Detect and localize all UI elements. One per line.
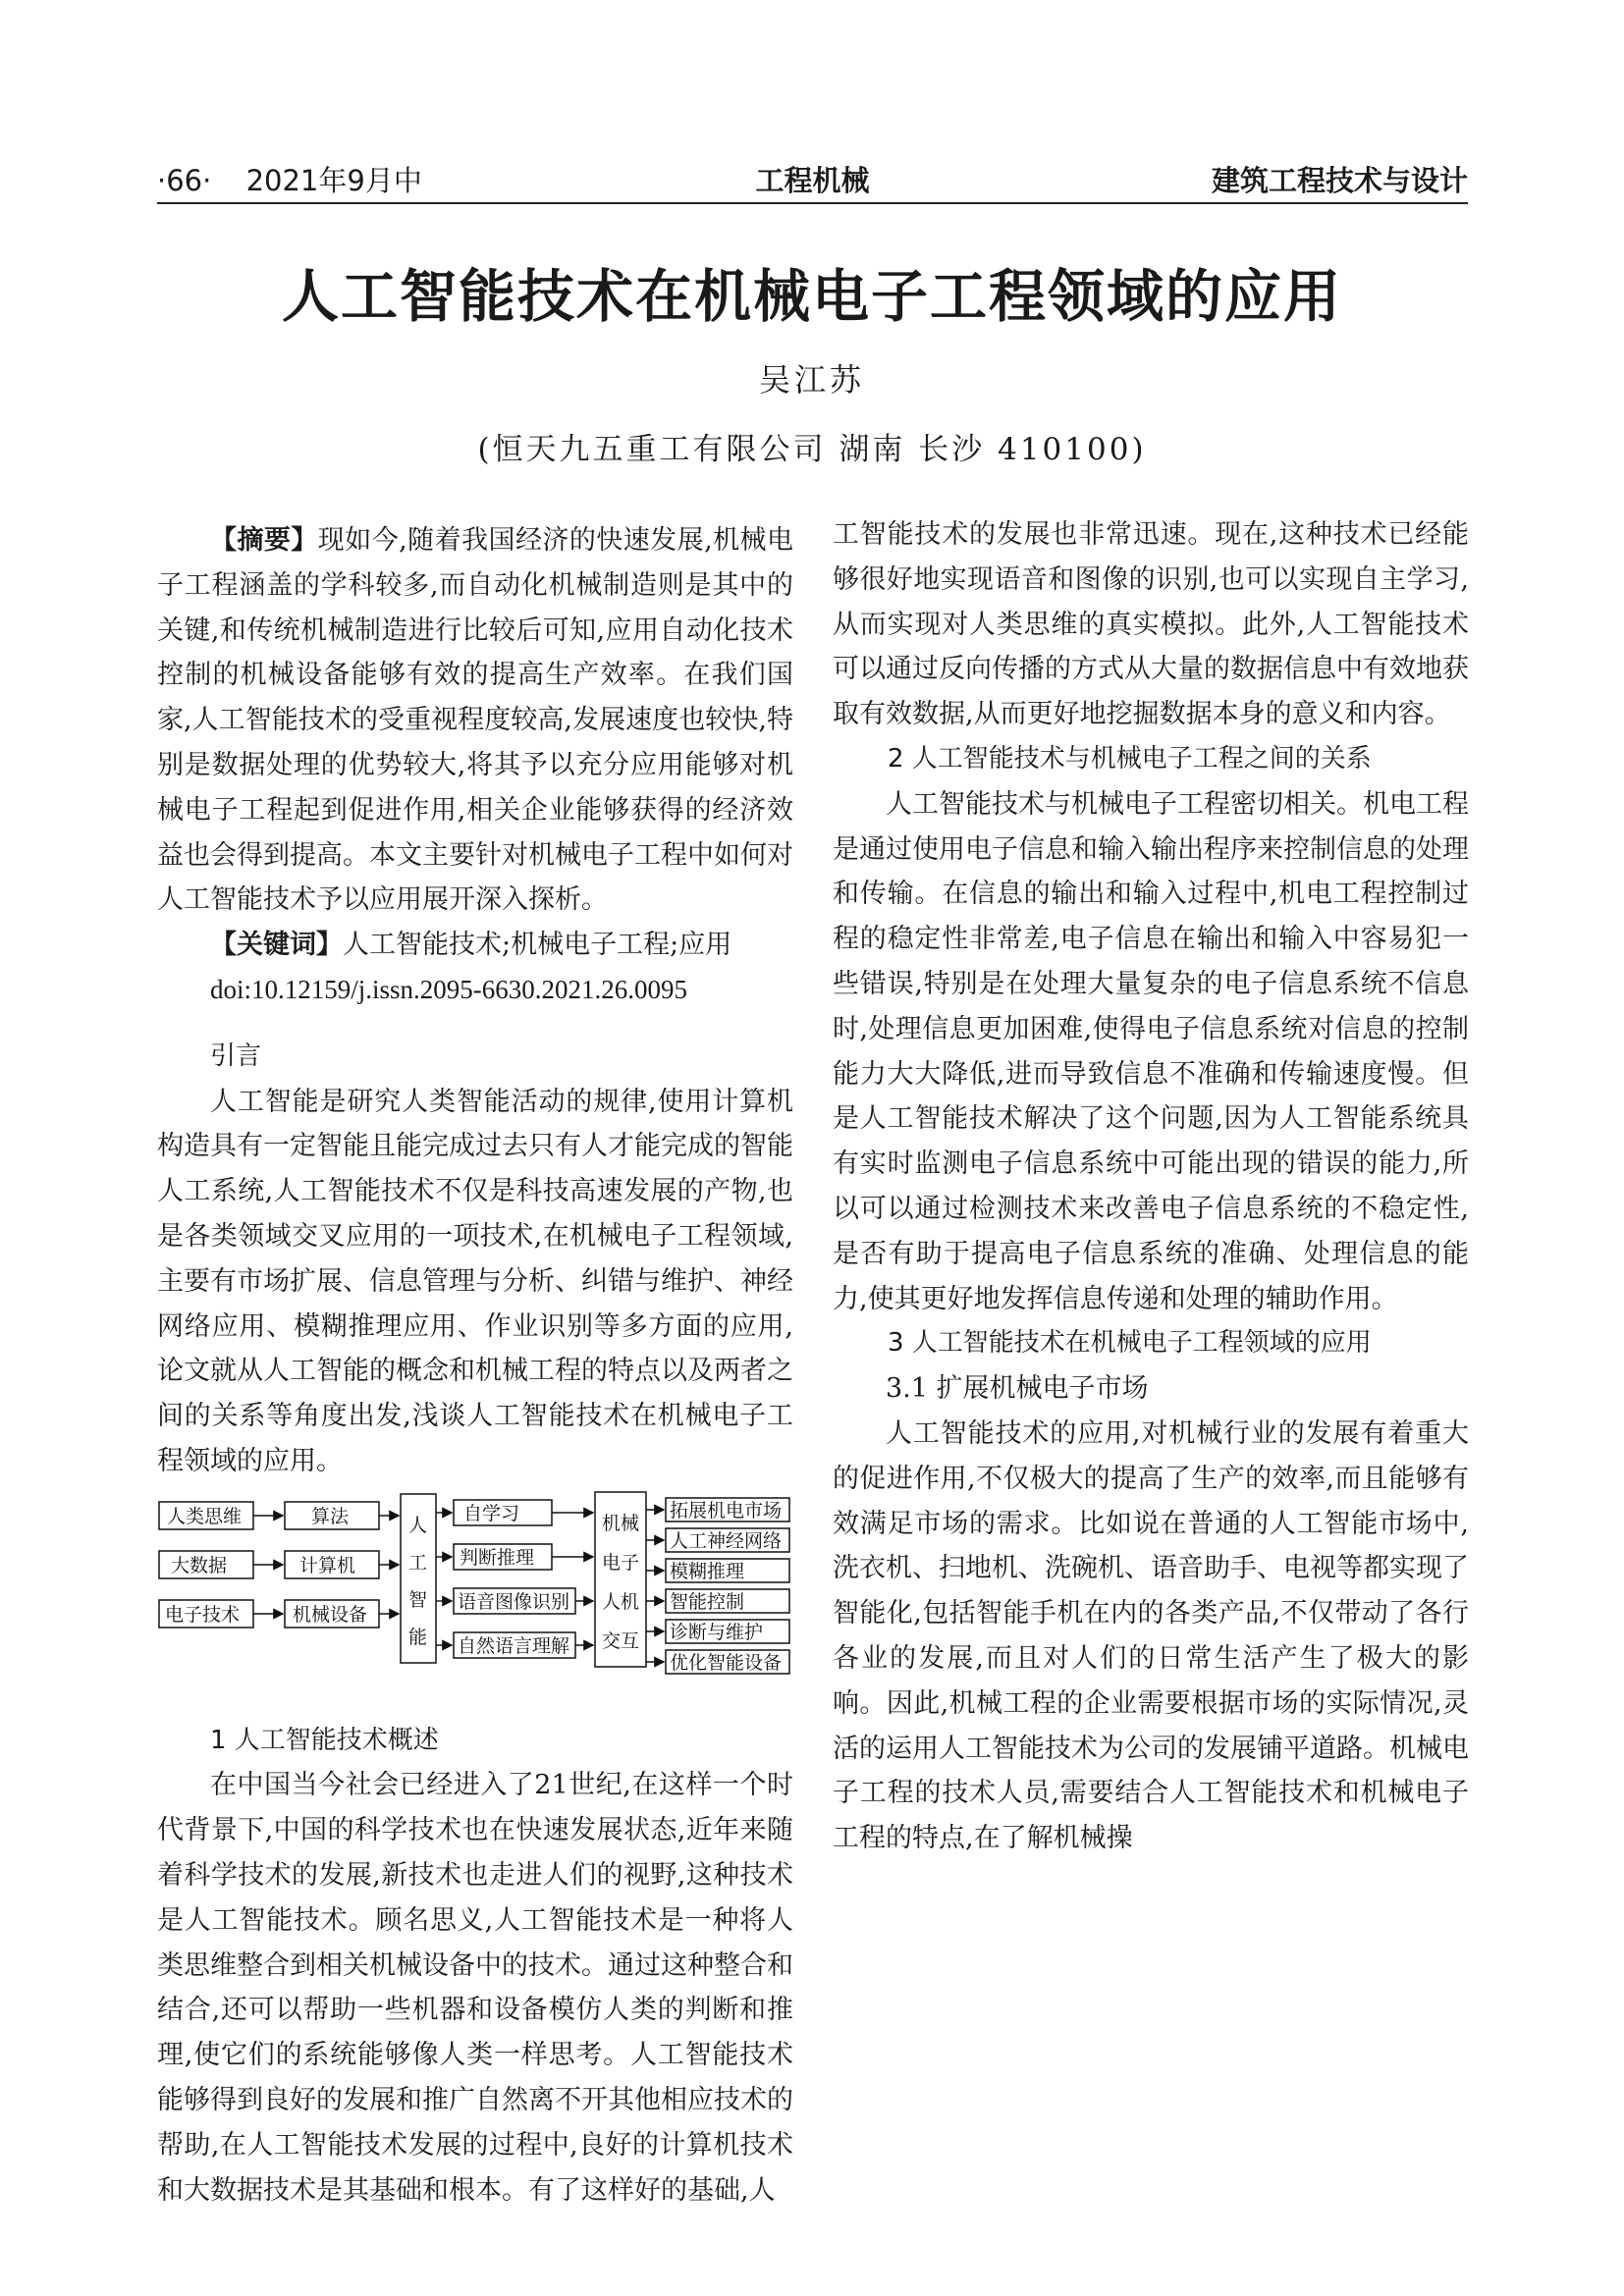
diagram-input-3: 电子技术 xyxy=(165,1603,241,1626)
diagram-ai-char-4: 能 xyxy=(408,1626,428,1648)
diagram-input-1: 人类思维 xyxy=(167,1505,243,1527)
diagram-ai-char-2: 工 xyxy=(408,1551,428,1574)
abstract-text: 现如今,随着我国经济的快速发展,机械电子工程涵盖的学科较多,而自动化机械制造则是其中的关键,和传统机械制造进行比较后可知,应用自动化技术控制的机械设备能够有效的提高生产效率。在我们国家,人工智能技术的受重视程度较高,发展速度也较快,特别是数据处理的优势较大,将其予以充分应用能够对机械电子工程起到促进作用,相关企业能够获得的经济效益也会得到提高。本文主要针对机械电子工程中如何对人工智能技术予以应用展开深入探析。 xyxy=(157,525,794,916)
section1-text: 在中国当今社会已经进入了21世纪,在这样一个时代背景下,中国的科学技术也在快速发展状态,近年来随着科学技术的发展,新技术也走进人们的视野,这种技术是人工智能技术。顾名思义,人工智能技术是一种将人类思维整合到相关机械设备中的技术。通过这种整合和结合,还可以帮助一些机器和设备模仿人类的判断和推理,使它们的系统能够像人类一样思考。人工智能技术能够得到良好的发展和推广自然离不开其他相应技术的帮助,在人工智能技术发展的过程中,良好的计算机技术和大数据技术是其基础和根本。有了这样好的基础,人 xyxy=(157,1770,793,2206)
diagram-ai-char-3: 智 xyxy=(408,1588,428,1611)
diagram-ai-char-1: 人 xyxy=(408,1514,428,1536)
author: 吴江苏 xyxy=(758,361,865,399)
section3-heading: 3 人工智能技术在机械电子工程领域的应用 xyxy=(888,1328,1372,1359)
diagram-middle-2: 计算机 xyxy=(299,1554,356,1576)
section3-subheading: 3.1 扩展机械电子市场 xyxy=(886,1373,1149,1405)
diagram-function-4: 自然语言理解 xyxy=(458,1634,570,1657)
keywords xyxy=(157,923,793,968)
section-name: 建筑工程技术与设计 xyxy=(1211,164,1468,197)
ai-structure-diagram xyxy=(157,1490,793,1686)
intro-text: 人工智能是研究人类智能活动的规律,使用计算机构造具有一定智能且能完成过去只有人才能完成的智能人工系统,人工智能技术不仅是科技高速发展的产物,也是各类领域交叉应用的一项技术,在机械电子工程领域,主要有市场扩展、信息管理与分析、纠错与维护、神经网络应用、模糊推理应用、作业识别等多方面的应用,论文就从人工智能的概念和机械工程的特点以及两者之间的关系等角度出发,浅谈人工智能技术在机械电子工程领域的应用。 xyxy=(157,1086,793,1476)
header-rule xyxy=(157,202,1468,204)
right-column xyxy=(833,512,1469,1861)
section2-heading: 2 人工智能技术与机械电子工程之间的关系 xyxy=(888,743,1372,774)
section1-heading: 1 人工智能技术概述 xyxy=(210,1725,439,1755)
section3-text: 人工智能技术的应用,对机械行业的发展有着重大的促进作用,不仅极大的提高了生产的效率,而且能够有效满足市场的需求。比如说在普通的人工智能市场中,洗衣机、扫地机、洗碗机、语音助手、电视等都实现了智能化,包括智能手机在内的各类产品,不仅带动了各行各业的发展,而且对人们的日常生活产生了极大的影响。因此,机械工程的企业需要根据市场的实际情况,灵活的运用人工智能技术为公司的发展铺平道路。机械电子工程的技术人员,需要结合人工智能技术和机械电子工程的特点,在了解机械操 xyxy=(833,1417,1469,1854)
journal-name: 工程机械 xyxy=(755,164,870,197)
diagram-output-3: 模糊推理 xyxy=(670,1560,745,1582)
abstract-label: 【摘要】 xyxy=(210,525,318,556)
issue-date: 2021年9月中 xyxy=(245,164,422,197)
abstract xyxy=(157,518,793,923)
diagram-middle-3: 机械设备 xyxy=(293,1603,368,1626)
diagram-output-6: 优化智能设备 xyxy=(670,1651,783,1674)
diagram-hci-1: 机械 xyxy=(602,1512,640,1534)
running-header xyxy=(157,155,1468,200)
diagram-middle-1: 算法 xyxy=(311,1505,350,1527)
section2-text: 人工智能技术与机械电子工程密切相关。机电工程是通过使用电子信息和输入输出程序来控制信息的处理和传输。在信息的输出和输入过程中,机电工程控制过程的稳定性非常差,电子信息在输出和输入中容易犯一些错误,特别是在处理大量复杂的电子信息系统不信息时,处理信息更加困难,使得电子信息系统对信息的控制能力大大降低,进而导致信息不准确和传输速度慢。但是人工智能技术解决了这个问题,因为人工智能系统具有实时监测电子信息系统中可能出现的错误的能力,所以可以通过检测技术来改善电子信息系统的不稳定性,是否有助于提高电子信息系统的准确、处理信息的能力,使其更好地发挥信息传递和处理的辅助作用。 xyxy=(833,788,1469,1314)
diagram-output-5: 诊断与维护 xyxy=(670,1621,764,1643)
affiliation: (恒天九五重工有限公司 湖南 长沙 410100) xyxy=(477,432,1147,467)
diagram-hci-3: 人机 xyxy=(602,1590,640,1613)
keywords-text: 人工智能技术;机械电子工程;应用 xyxy=(343,930,732,961)
keywords-label: 【关键词】 xyxy=(210,930,343,961)
diagram-input-2: 大数据 xyxy=(171,1554,228,1576)
page-number: ·66· xyxy=(157,164,212,197)
doi: doi:10.12159/j.issn.2095-6630.2021.26.0095 xyxy=(210,974,688,1004)
intro-heading: 引言 xyxy=(210,1041,262,1071)
diagram-function-1: 自学习 xyxy=(463,1502,520,1524)
section1-text-continued: 工智能技术的发展也非常迅速。现在,这种技术已经能够很好地实现语音和图像的识别,也可以实现自主学习,从而实现对人类思维的真实模拟。此外,人工智能技术可以通过反向传播的方式从大量的数据信息中有效地获取有效数据,从而更好地挖掘数据本身的意义和内容。 xyxy=(833,519,1469,730)
diagram-hci-2: 电子 xyxy=(602,1551,640,1574)
article-title: 人工智能技术在机械电子工程领域的应用 xyxy=(281,263,1342,330)
diagram-output-2: 人工神经网络 xyxy=(670,1529,783,1552)
left-column xyxy=(157,518,793,2213)
diagram-output-1: 拓展机电市场 xyxy=(670,1499,783,1522)
diagram-hci-4: 交互 xyxy=(602,1629,640,1652)
diagram-function-2: 判断推理 xyxy=(460,1546,535,1569)
diagram-output-4: 智能控制 xyxy=(670,1590,745,1613)
diagram-function-3: 语音图像识别 xyxy=(458,1590,570,1613)
